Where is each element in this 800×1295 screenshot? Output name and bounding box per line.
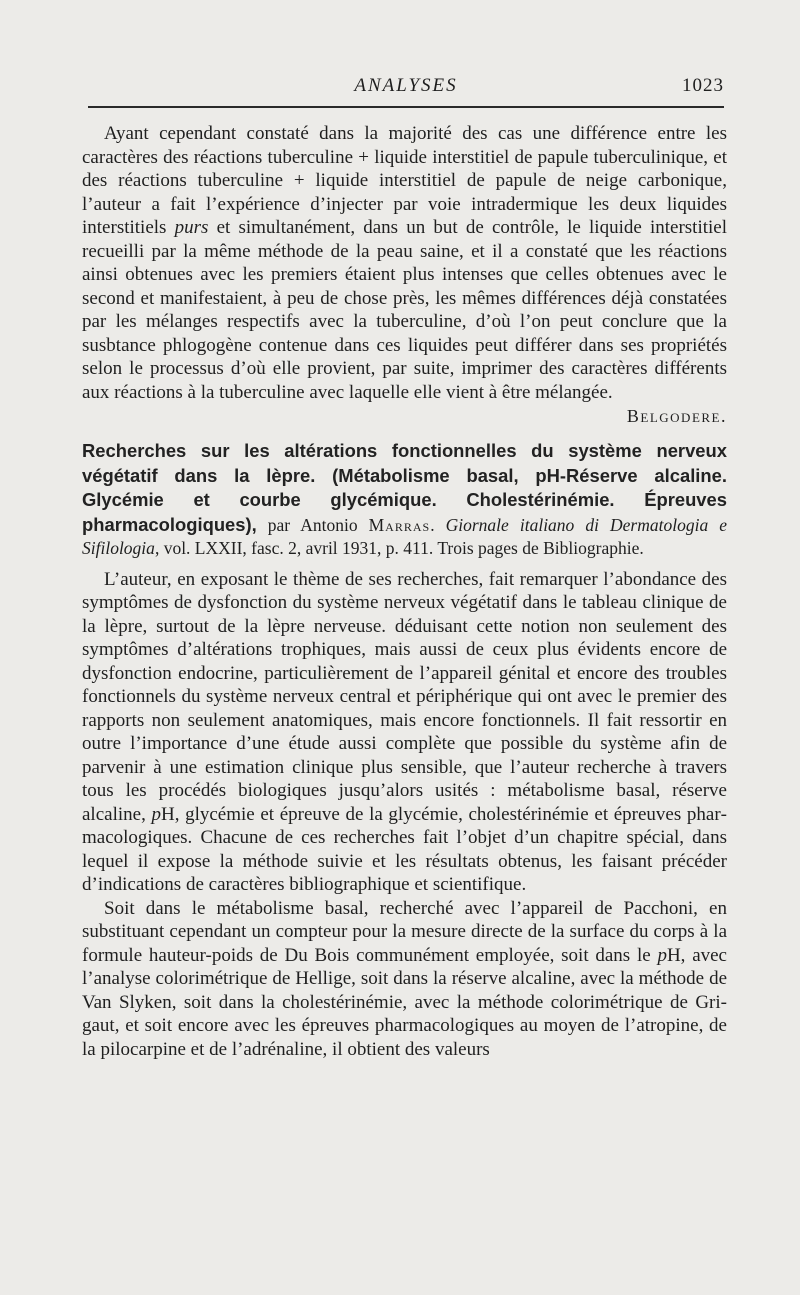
review-paragraph-1 bbox=[82, 568, 727, 897]
review-author-sep: . bbox=[430, 514, 446, 535]
running-title: ANALYSES bbox=[354, 75, 458, 96]
review-author: Marras bbox=[368, 514, 431, 535]
page-number: 1023 bbox=[682, 75, 724, 96]
review-journal: Giornale italiano di Dermatologia e Sifilologia bbox=[82, 514, 727, 558]
review-par: par Antonio bbox=[256, 514, 369, 535]
continuation-paragraph bbox=[82, 122, 727, 404]
review-paragraph-1-text: L’auteur, en exposant le thème de ses recherches, fait remarquer l’abondance des symptômes de dysfonction du système nerveux végétatif dans le tableau clinique de la lèpre, surtout de la lèpre nerveuse. déduisant cette notion non seulement des symptômes d’altérations trophiques, mais aussi de ceux plus évidents encore de dysfonction endocrine, particulièrement de l’appareil génital et encore des troubles fonctionnels du système nerveux central et périphérique qui ont avec le premier des rapports non seulement anatomiques, mais encore fonctionnels. Il fait ressortir en outre l’importance d’une étude aussi complète que possible du système afin de parvenir à une estimation clinique plus sensible, que l’auteur recherche à travers tous les procédés biologiques jusqu’alors usités : métabolisme basal, réserve alcaline, bbox=[82, 568, 727, 825]
review-paragraph-2-text-b: H, avec l’analyse colorimétrique de Hellige, soit dans la réserve alcaline, avec la méthode de Van Slyken, soit dans la cholestérinémie, avec la méthode colorimétrique de Grigaut, et soit encore avec les épreuves pharmacologiques au moyen de l’atropine, de la pilocarpine et de l’adrénaline, il obtient des valeurs bbox=[82, 944, 727, 1060]
continuation-text-2: et simultanément, dans un but de contrôle, le liquide interstitiel recueilli par la même méthode de la peau saine, et il a constaté que les réactions ainsi obtenues avec les premiers étaient plus intenses que celles obtenues avec le second et manifestaient, à peu de chose près, les mêmes différences déjà constatées par les mélanges respectifs avec la tuberculine, d’où l’on peut conclure que la susbtance phlogogène contenue dans ces liquides peut différer dans ses propriétés selon le processus d’où elle provient, par suite, imprimer des caractères différents aux réactions à la tuberculine avec laquelle elle vient à être mélangée. bbox=[82, 217, 727, 403]
review-paragraph-2-text-a: Soit dans le métabolisme basal, recherché avec l’appareil de Pacchoni, en substituant cependant un compteur pour la mesure directe de la surface du corps à la formule hauteur-poids de Du Bois communément employée, soit dans le bbox=[82, 897, 727, 966]
header-rule bbox=[88, 106, 724, 108]
page-body bbox=[82, 122, 727, 1061]
review-reference: , vol. LXXII, fasc. 2, avril 1931, p. 411. Trois pages de Bibliographie. bbox=[154, 538, 644, 558]
reviewer-signature: Belgodere. bbox=[626, 406, 727, 426]
review-paragraph-1-rest: H, glycémie et épreuve de la glycémie, cholestérinémie et épreuves pharmacologiques. Chacune de ces recherches fait l’objet d’un chapitre spécial, dans lequel il expose la méthode suivie et les résultats obtenus, les faisant précéder d’indications de caractères bibliographique et scientifique. bbox=[82, 803, 727, 895]
continuation-emphasis: purs bbox=[174, 217, 209, 238]
continuation-text-1: Ayant cependant constaté dans la majorité des cas une différence entre les caractères des réactions tuberculine + liquide interstitiel de papule tuberculinique, et des réactions tuberculine + liquide interstitiel de papule de neige carbonique, l’auteur a fait l’expérience d’injecter par voie intradermique les deux liquides interstitiels bbox=[82, 123, 727, 238]
page-header bbox=[88, 75, 724, 103]
review-title: Recherches sur les altérations fonctionnelles du système nerveux végétatif dans la lèpre. (Métabolisme basal, pH-Réserve alcaline. Glycémie et courbe glycémique. Cholestérinémie. Épreuves pharmacologiques), bbox=[82, 440, 727, 535]
review-paragraph-2-ph: p bbox=[657, 944, 667, 966]
review-heading bbox=[82, 439, 727, 561]
review-paragraph-2 bbox=[82, 897, 727, 1062]
review-paragraph-1-ph: p bbox=[151, 803, 161, 825]
